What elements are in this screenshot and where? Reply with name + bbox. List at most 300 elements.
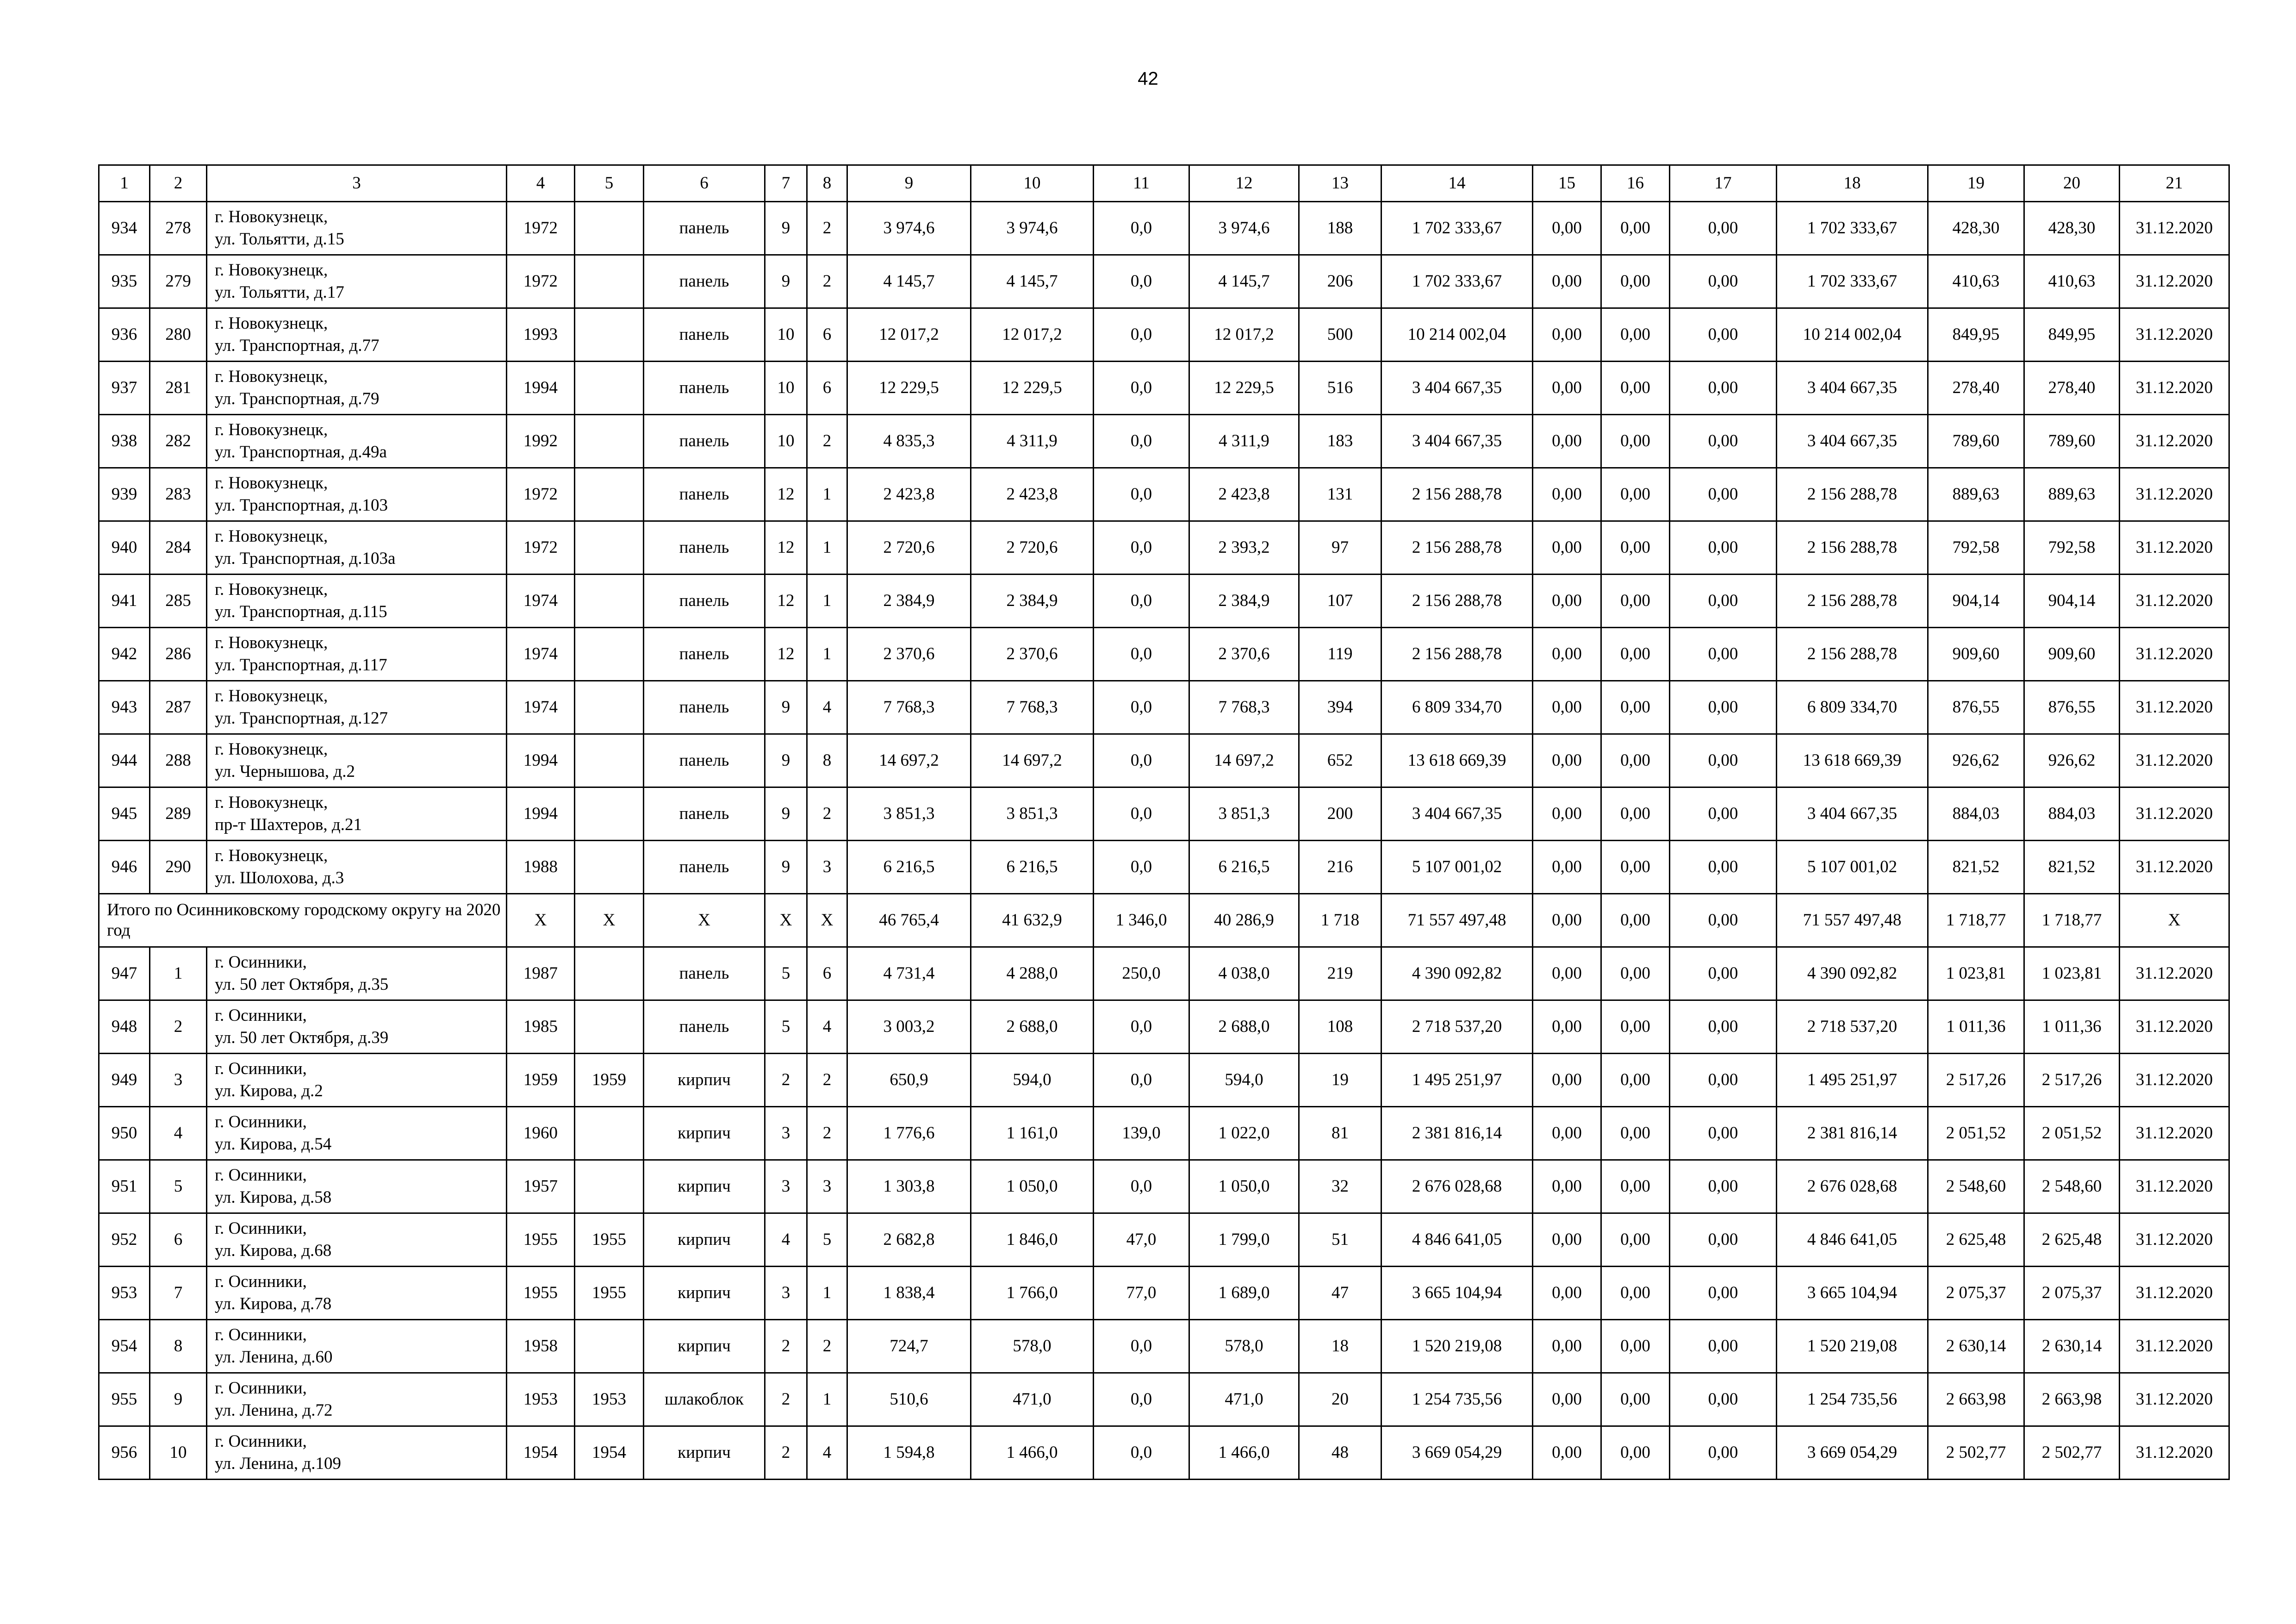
floors-cell: 9 <box>765 202 807 255</box>
total-cost-cell: 71 557 497,48 <box>1381 894 1533 947</box>
max-unit-cost-cell: 884,03 <box>2024 787 2120 841</box>
total-cost-cell: 2 718 537,20 <box>1381 1000 1533 1054</box>
year-commissioned-cell <box>575 362 644 415</box>
total-area-cell: 12 229,5 <box>847 362 971 415</box>
private-area-cell: 12 017,2 <box>1189 308 1299 362</box>
row-number-cell: 939 <box>99 468 150 521</box>
max-unit-cost-cell: 849,95 <box>2024 308 2120 362</box>
max-unit-cost-cell: 410,63 <box>2024 255 2120 308</box>
address-city: г. Новокузнецк, <box>215 687 328 706</box>
floors-cell: 4 <box>765 1213 807 1267</box>
column-number-header: 8 <box>807 165 847 202</box>
municipal-funds-cell: 0,00 <box>1670 1267 1777 1320</box>
residential-area-cell: 2 370,6 <box>971 628 1094 681</box>
residential-area-cell: 4 288,0 <box>971 947 1094 1000</box>
nonresidential-area-cell: 0,0 <box>1094 255 1189 308</box>
address-city: г. Осинники, <box>215 1432 307 1451</box>
year-built-cell: 1992 <box>507 415 575 468</box>
row-number-cell: 950 <box>99 1107 150 1160</box>
unit-cost-cell: 2 075,37 <box>1928 1267 2024 1320</box>
column-number-header: 3 <box>207 165 507 202</box>
municipal-funds-cell: 0,00 <box>1670 841 1777 894</box>
completion-date-cell: 31.12.2020 <box>2120 1107 2229 1160</box>
year-built-cell: 1972 <box>507 255 575 308</box>
federal-funds-cell: 0,00 <box>1533 1160 1601 1213</box>
private-area-cell: 4 038,0 <box>1189 947 1299 1000</box>
max-unit-cost-cell: 1 718,77 <box>2024 894 2120 947</box>
address-cell <box>207 628 507 681</box>
private-area-cell: 1 799,0 <box>1189 1213 1299 1267</box>
nonresidential-area-cell: 0,0 <box>1094 841 1189 894</box>
max-unit-cost-cell: 904,14 <box>2024 575 2120 628</box>
owner-funds-cell: 13 618 669,39 <box>1777 734 1928 787</box>
floors-cell: 9 <box>765 734 807 787</box>
federal-funds-cell: 0,00 <box>1533 308 1601 362</box>
residents-cell: 131 <box>1299 468 1381 521</box>
max-unit-cost-cell: 428,30 <box>2024 202 2120 255</box>
floors-cell: 9 <box>765 681 807 734</box>
total-area-cell: 6 216,5 <box>847 841 971 894</box>
federal-funds-cell: 0,00 <box>1533 575 1601 628</box>
address-street: ул. Транспортная, д.117 <box>215 656 387 675</box>
completion-date-cell: 31.12.2020 <box>2120 1213 2229 1267</box>
wall-material-cell: панель <box>644 362 765 415</box>
nonresidential-area-cell: 0,0 <box>1094 1160 1189 1213</box>
address-cell <box>207 947 507 1000</box>
regional-funds-cell: 0,00 <box>1601 894 1670 947</box>
entrances-cell: 2 <box>807 415 847 468</box>
total-cost-cell: 1 520 219,08 <box>1381 1320 1533 1373</box>
total-cost-cell: 1 254 735,56 <box>1381 1373 1533 1426</box>
address-cell <box>207 1320 507 1373</box>
entrances-cell: 4 <box>807 681 847 734</box>
floors-cell: 5 <box>765 947 807 1000</box>
address-street: ул. Транспортная, д.49а <box>215 443 387 462</box>
year-commissioned-cell <box>575 255 644 308</box>
year-built-cell: 1993 <box>507 308 575 362</box>
residents-cell: 47 <box>1299 1267 1381 1320</box>
floors-cell: 5 <box>765 1000 807 1054</box>
wall-material-cell: панель <box>644 202 765 255</box>
regional-funds-cell: 0,00 <box>1601 362 1670 415</box>
column-number-header: 15 <box>1533 165 1601 202</box>
address-cell <box>207 255 507 308</box>
completion-date-cell: 31.12.2020 <box>2120 1160 2229 1213</box>
wall-material-cell: кирпич <box>644 1160 765 1213</box>
residents-cell: 32 <box>1299 1160 1381 1213</box>
year-commissioned-cell <box>575 947 644 1000</box>
address-city: г. Осинники, <box>215 1112 307 1131</box>
nonresidential-area-cell: 0,0 <box>1094 415 1189 468</box>
federal-funds-cell: 0,00 <box>1533 628 1601 681</box>
row-number-cell: 954 <box>99 1320 150 1373</box>
floors-cell: 10 <box>765 415 807 468</box>
entrances-cell: 2 <box>807 1107 847 1160</box>
row-number-cell: 953 <box>99 1267 150 1320</box>
entrances-cell: 1 <box>807 521 847 575</box>
total-area-cell: 12 017,2 <box>847 308 971 362</box>
entrances-cell: 6 <box>807 308 847 362</box>
year-commissioned-cell <box>575 628 644 681</box>
owner-funds-cell: 1 702 333,67 <box>1777 255 1928 308</box>
year-built-cell: 1994 <box>507 362 575 415</box>
municipal-row-number-cell: 285 <box>150 575 207 628</box>
row-number-cell: 956 <box>99 1426 150 1480</box>
unit-cost-cell: 1 023,81 <box>1928 947 2024 1000</box>
residents-cell: 500 <box>1299 308 1381 362</box>
total-cost-cell: 2 156 288,78 <box>1381 521 1533 575</box>
year-built-cell: 1985 <box>507 1000 575 1054</box>
total-area-cell: 14 697,2 <box>847 734 971 787</box>
municipal-funds-cell: 0,00 <box>1670 1054 1777 1107</box>
total-cost-cell: 1 702 333,67 <box>1381 255 1533 308</box>
total-cost-cell: 2 156 288,78 <box>1381 468 1533 521</box>
completion-date-cell: 31.12.2020 <box>2120 1373 2229 1426</box>
residential-area-cell: 1 161,0 <box>971 1107 1094 1160</box>
year-built-cell: X <box>507 894 575 947</box>
address-cell <box>207 468 507 521</box>
nonresidential-area-cell: 0,0 <box>1094 202 1189 255</box>
floors-cell: 12 <box>765 468 807 521</box>
max-unit-cost-cell: 2 517,26 <box>2024 1054 2120 1107</box>
owner-funds-cell: 3 665 104,94 <box>1777 1267 1928 1320</box>
table-row <box>99 1320 2229 1373</box>
total-cost-cell: 1 495 251,97 <box>1381 1054 1533 1107</box>
max-unit-cost-cell: 2 075,37 <box>2024 1267 2120 1320</box>
table-row <box>99 468 2229 521</box>
year-commissioned-cell <box>575 1000 644 1054</box>
year-built-cell: 1957 <box>507 1160 575 1213</box>
address-street: ул. Чернышова, д.2 <box>215 762 355 781</box>
address-cell <box>207 1000 507 1054</box>
municipal-funds-cell: 0,00 <box>1670 1320 1777 1373</box>
year-commissioned-cell: 1955 <box>575 1213 644 1267</box>
max-unit-cost-cell: 876,55 <box>2024 681 2120 734</box>
regional-funds-cell: 0,00 <box>1601 202 1670 255</box>
total-cost-cell: 10 214 002,04 <box>1381 308 1533 362</box>
year-commissioned-cell <box>575 841 644 894</box>
regional-funds-cell: 0,00 <box>1601 1320 1670 1373</box>
federal-funds-cell: 0,00 <box>1533 1107 1601 1160</box>
municipal-row-number-cell: 10 <box>150 1426 207 1480</box>
total-area-cell: 2 720,6 <box>847 521 971 575</box>
unit-cost-cell: 278,40 <box>1928 362 2024 415</box>
wall-material-cell: панель <box>644 255 765 308</box>
unit-cost-cell: 410,63 <box>1928 255 2024 308</box>
regional-funds-cell: 0,00 <box>1601 468 1670 521</box>
residential-area-cell: 2 423,8 <box>971 468 1094 521</box>
unit-cost-cell: 2 517,26 <box>1928 1054 2024 1107</box>
regional-funds-cell: 0,00 <box>1601 415 1670 468</box>
unit-cost-cell: 2 502,77 <box>1928 1426 2024 1480</box>
year-built-cell: 1953 <box>507 1373 575 1426</box>
table-row <box>99 1054 2229 1107</box>
residential-area-cell: 2 384,9 <box>971 575 1094 628</box>
completion-date-cell: 31.12.2020 <box>2120 308 2229 362</box>
total-area-cell: 650,9 <box>847 1054 971 1107</box>
address-street: ул. Кирова, д.78 <box>215 1294 332 1313</box>
row-number-cell: 943 <box>99 681 150 734</box>
year-commissioned-cell: X <box>575 894 644 947</box>
year-commissioned-cell <box>575 1160 644 1213</box>
owner-funds-cell: 3 669 054,29 <box>1777 1426 1928 1480</box>
residential-area-cell: 594,0 <box>971 1054 1094 1107</box>
address-city: г. Новокузнецк, <box>215 420 328 439</box>
unit-cost-cell: 904,14 <box>1928 575 2024 628</box>
year-built-cell: 1974 <box>507 681 575 734</box>
address-street: ул. Транспортная, д.103 <box>215 496 388 515</box>
year-commissioned-cell <box>575 1107 644 1160</box>
year-built-cell: 1958 <box>507 1320 575 1373</box>
year-built-cell: 1972 <box>507 202 575 255</box>
floors-cell: 12 <box>765 575 807 628</box>
year-built-cell: 1955 <box>507 1213 575 1267</box>
max-unit-cost-cell: 792,58 <box>2024 521 2120 575</box>
total-area-cell: 2 370,6 <box>847 628 971 681</box>
wall-material-cell: панель <box>644 628 765 681</box>
address-street: ул. 50 лет Октября, д.39 <box>215 1028 389 1047</box>
column-number-header: 11 <box>1094 165 1189 202</box>
residents-cell: 216 <box>1299 841 1381 894</box>
private-area-cell: 594,0 <box>1189 1054 1299 1107</box>
residential-area-cell: 4 311,9 <box>971 415 1094 468</box>
max-unit-cost-cell: 2 630,14 <box>2024 1320 2120 1373</box>
column-number-header: 17 <box>1670 165 1777 202</box>
total-area-cell: 4 731,4 <box>847 947 971 1000</box>
entrances-cell: 1 <box>807 1267 847 1320</box>
floors-cell: 9 <box>765 255 807 308</box>
address-street: ул. Кирова, д.68 <box>215 1241 332 1260</box>
table-row <box>99 1000 2229 1054</box>
floors-cell: 3 <box>765 1107 807 1160</box>
year-built-cell: 1994 <box>507 734 575 787</box>
year-built-cell: 1974 <box>507 575 575 628</box>
unit-cost-cell: 889,63 <box>1928 468 2024 521</box>
table-body <box>99 165 2229 1480</box>
private-area-cell: 1 466,0 <box>1189 1426 1299 1480</box>
federal-funds-cell: 0,00 <box>1533 415 1601 468</box>
wall-material-cell: кирпич <box>644 1267 765 1320</box>
unit-cost-cell: 1 718,77 <box>1928 894 2024 947</box>
private-area-cell: 4 145,7 <box>1189 255 1299 308</box>
federal-funds-cell: 0,00 <box>1533 787 1601 841</box>
regional-funds-cell: 0,00 <box>1601 734 1670 787</box>
address-city: г. Новокузнецк, <box>215 740 328 759</box>
municipal-funds-cell: 0,00 <box>1670 947 1777 1000</box>
nonresidential-area-cell: 0,0 <box>1094 787 1189 841</box>
completion-date-cell: X <box>2120 894 2229 947</box>
regional-funds-cell: 0,00 <box>1601 628 1670 681</box>
completion-date-cell: 31.12.2020 <box>2120 841 2229 894</box>
regional-funds-cell: 0,00 <box>1601 575 1670 628</box>
unit-cost-cell: 926,62 <box>1928 734 2024 787</box>
federal-funds-cell: 0,00 <box>1533 734 1601 787</box>
regional-funds-cell: 0,00 <box>1601 947 1670 1000</box>
table-row <box>99 308 2229 362</box>
total-area-cell: 3 851,3 <box>847 787 971 841</box>
address-city: г. Новокузнецк, <box>215 527 328 546</box>
nonresidential-area-cell: 0,0 <box>1094 1426 1189 1480</box>
floors-cell: 2 <box>765 1054 807 1107</box>
regional-funds-cell: 0,00 <box>1601 308 1670 362</box>
total-area-cell: 1 594,8 <box>847 1426 971 1480</box>
address-cell <box>207 521 507 575</box>
address-city: г. Новокузнецк, <box>215 207 328 226</box>
row-number-cell: 955 <box>99 1373 150 1426</box>
table-row <box>99 1160 2229 1213</box>
address-cell <box>207 734 507 787</box>
table-row <box>99 841 2229 894</box>
owner-funds-cell: 6 809 334,70 <box>1777 681 1928 734</box>
column-number-header: 21 <box>2120 165 2229 202</box>
column-number-header: 9 <box>847 165 971 202</box>
year-commissioned-cell <box>575 734 644 787</box>
owner-funds-cell: 2 156 288,78 <box>1777 628 1928 681</box>
private-area-cell: 14 697,2 <box>1189 734 1299 787</box>
regional-funds-cell: 0,00 <box>1601 787 1670 841</box>
max-unit-cost-cell: 278,40 <box>2024 362 2120 415</box>
floors-cell: 12 <box>765 628 807 681</box>
nonresidential-area-cell: 0,0 <box>1094 468 1189 521</box>
max-unit-cost-cell: 889,63 <box>2024 468 2120 521</box>
year-commissioned-cell <box>575 415 644 468</box>
row-number-cell: 945 <box>99 787 150 841</box>
municipal-row-number-cell: 290 <box>150 841 207 894</box>
private-area-cell: 6 216,5 <box>1189 841 1299 894</box>
floors-cell: 9 <box>765 787 807 841</box>
year-commissioned-cell <box>575 681 644 734</box>
residents-cell: 183 <box>1299 415 1381 468</box>
wall-material-cell: панель <box>644 308 765 362</box>
table-row <box>99 1426 2229 1480</box>
municipal-row-number-cell: 278 <box>150 202 207 255</box>
nonresidential-area-cell: 139,0 <box>1094 1107 1189 1160</box>
residents-cell: 119 <box>1299 628 1381 681</box>
wall-material-cell: панель <box>644 415 765 468</box>
wall-material-cell: кирпич <box>644 1320 765 1373</box>
floors-cell: 2 <box>765 1426 807 1480</box>
year-commissioned-cell: 1959 <box>575 1054 644 1107</box>
table-row <box>99 628 2229 681</box>
residential-area-cell: 4 145,7 <box>971 255 1094 308</box>
regional-funds-cell: 0,00 <box>1601 681 1670 734</box>
wall-material-cell: шлакоблок <box>644 1373 765 1426</box>
entrances-cell: 1 <box>807 1373 847 1426</box>
nonresidential-area-cell: 0,0 <box>1094 521 1189 575</box>
address-city: г. Новокузнецк, <box>215 793 328 812</box>
wall-material-cell: кирпич <box>644 1213 765 1267</box>
year-built-cell: 1955 <box>507 1267 575 1320</box>
floors-cell: 2 <box>765 1320 807 1373</box>
municipal-row-number-cell: 286 <box>150 628 207 681</box>
total-cost-cell: 4 390 092,82 <box>1381 947 1533 1000</box>
regional-funds-cell: 0,00 <box>1601 1000 1670 1054</box>
floors-cell: 10 <box>765 308 807 362</box>
total-cost-cell: 3 404 667,35 <box>1381 787 1533 841</box>
unit-cost-cell: 792,58 <box>1928 521 2024 575</box>
owner-funds-cell: 4 846 641,05 <box>1777 1213 1928 1267</box>
municipal-row-number-cell: 1 <box>150 947 207 1000</box>
unit-cost-cell: 909,60 <box>1928 628 2024 681</box>
column-number-header: 18 <box>1777 165 1928 202</box>
year-commissioned-cell <box>575 202 644 255</box>
wall-material-cell: панель <box>644 575 765 628</box>
owner-funds-cell: 2 381 816,14 <box>1777 1107 1928 1160</box>
table-row <box>99 575 2229 628</box>
entrances-cell: 4 <box>807 1000 847 1054</box>
municipal-row-number-cell: 284 <box>150 521 207 575</box>
wall-material-cell: панель <box>644 521 765 575</box>
completion-date-cell: 31.12.2020 <box>2120 947 2229 1000</box>
owner-funds-cell: 71 557 497,48 <box>1777 894 1928 947</box>
year-built-cell: 1987 <box>507 947 575 1000</box>
entrances-cell: 6 <box>807 947 847 1000</box>
municipal-funds-cell: 0,00 <box>1670 681 1777 734</box>
table-row <box>99 362 2229 415</box>
federal-funds-cell: 0,00 <box>1533 841 1601 894</box>
nonresidential-area-cell: 77,0 <box>1094 1267 1189 1320</box>
private-area-cell: 2 423,8 <box>1189 468 1299 521</box>
private-area-cell: 2 384,9 <box>1189 575 1299 628</box>
private-area-cell: 12 229,5 <box>1189 362 1299 415</box>
year-commissioned-cell <box>575 468 644 521</box>
column-number-header: 10 <box>971 165 1094 202</box>
address-street: ул. Кирова, д.2 <box>215 1081 323 1100</box>
row-number-cell: 934 <box>99 202 150 255</box>
municipal-row-number-cell: 3 <box>150 1054 207 1107</box>
column-number-header: 4 <box>507 165 575 202</box>
year-built-cell: 1972 <box>507 521 575 575</box>
wall-material-cell: панель <box>644 947 765 1000</box>
entrances-cell: X <box>807 894 847 947</box>
owner-funds-cell: 2 156 288,78 <box>1777 468 1928 521</box>
total-cost-cell: 6 809 334,70 <box>1381 681 1533 734</box>
federal-funds-cell: 0,00 <box>1533 362 1601 415</box>
entrances-cell: 6 <box>807 362 847 415</box>
regional-funds-cell: 0,00 <box>1601 1160 1670 1213</box>
floors-cell: 9 <box>765 841 807 894</box>
year-commissioned-cell <box>575 575 644 628</box>
address-street: ул. Транспортная, д.103а <box>215 549 396 568</box>
regional-funds-cell: 0,00 <box>1601 1213 1670 1267</box>
municipal-row-number-cell: 4 <box>150 1107 207 1160</box>
residential-area-cell: 578,0 <box>971 1320 1094 1373</box>
federal-funds-cell: 0,00 <box>1533 681 1601 734</box>
residents-cell: 219 <box>1299 947 1381 1000</box>
residents-cell: 48 <box>1299 1426 1381 1480</box>
residents-cell: 19 <box>1299 1054 1381 1107</box>
address-city: г. Осинники, <box>215 953 307 972</box>
address-cell <box>207 575 507 628</box>
municipal-funds-cell: 0,00 <box>1670 1160 1777 1213</box>
address-city: г. Новокузнецк, <box>215 367 328 386</box>
total-cost-cell: 5 107 001,02 <box>1381 841 1533 894</box>
unit-cost-cell: 884,03 <box>1928 787 2024 841</box>
municipal-funds-cell: 0,00 <box>1670 575 1777 628</box>
federal-funds-cell: 0,00 <box>1533 521 1601 575</box>
total-area-cell: 2 384,9 <box>847 575 971 628</box>
row-number-cell: 940 <box>99 521 150 575</box>
nonresidential-area-cell: 0,0 <box>1094 1000 1189 1054</box>
residents-cell: 394 <box>1299 681 1381 734</box>
address-street: ул. Транспортная, д.127 <box>215 709 388 728</box>
residential-area-cell: 14 697,2 <box>971 734 1094 787</box>
nonresidential-area-cell: 0,0 <box>1094 1373 1189 1426</box>
column-number-header: 6 <box>644 165 765 202</box>
completion-date-cell: 31.12.2020 <box>2120 681 2229 734</box>
owner-funds-cell: 3 404 667,35 <box>1777 787 1928 841</box>
owner-funds-cell: 2 156 288,78 <box>1777 521 1928 575</box>
